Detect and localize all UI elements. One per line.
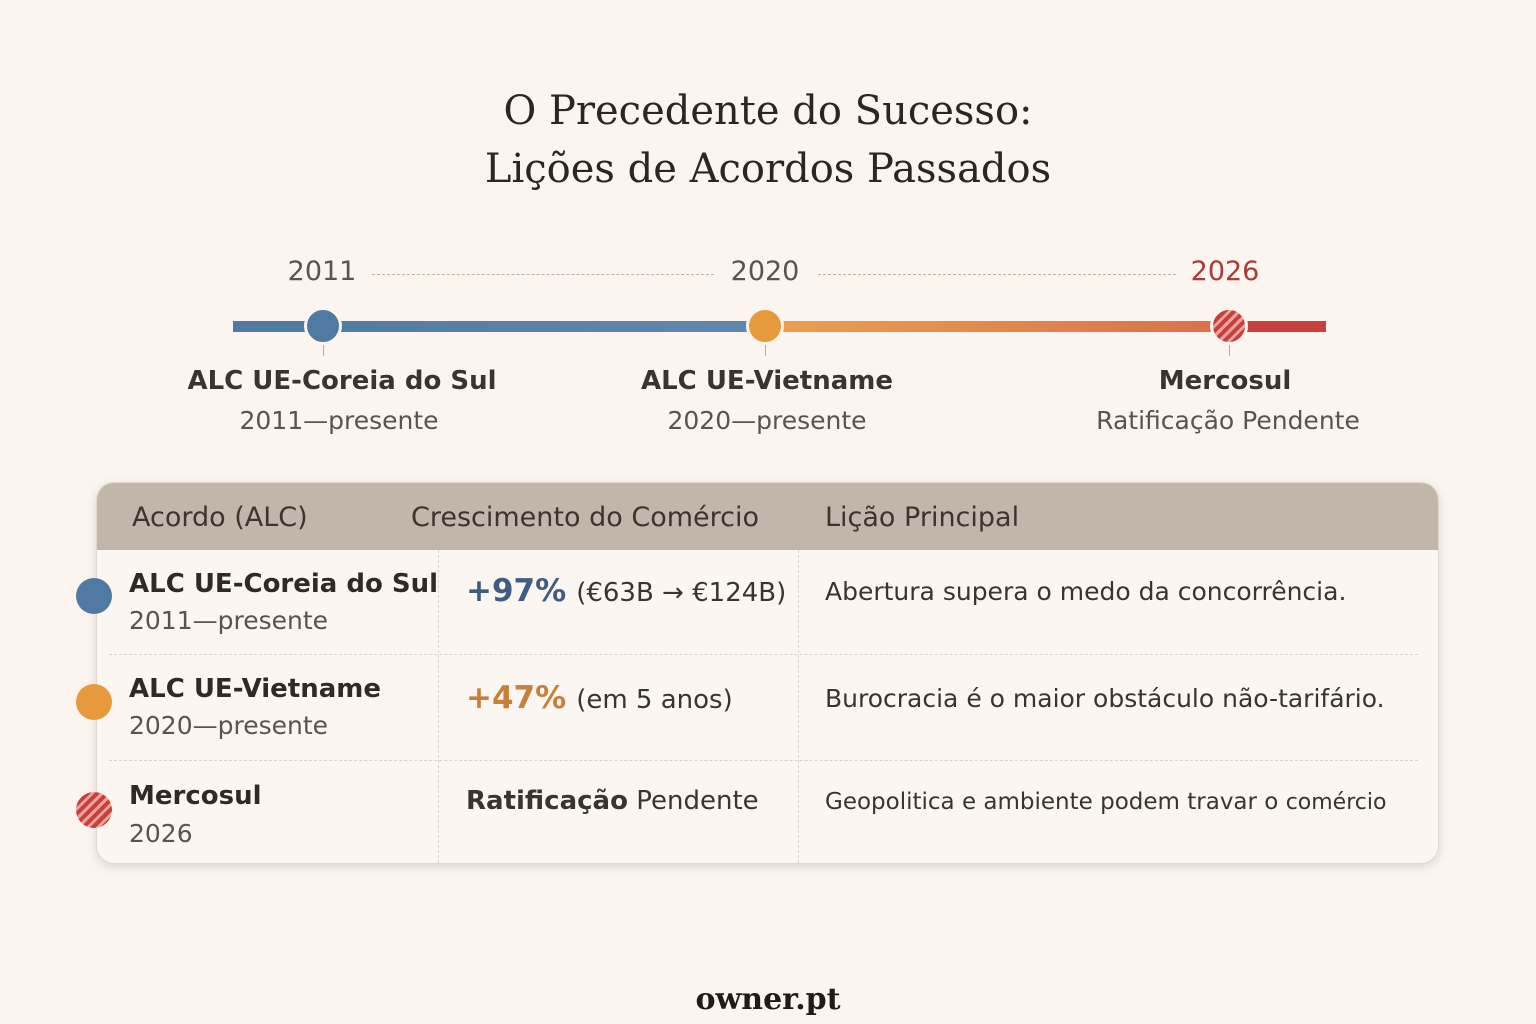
footer-logo: owner.pt (695, 982, 841, 1017)
row-period: 2020—presente (129, 711, 329, 740)
timeline-node-vietnam (746, 307, 784, 345)
row-growth (466, 786, 759, 816)
lesson-main: Geopolitica e ambiente podem travar o (825, 789, 1279, 815)
row-divider (109, 654, 1418, 655)
growth-percent: +97% (466, 573, 567, 609)
timeline-node-mercosul (1210, 307, 1248, 345)
row-period: 2026 (129, 819, 193, 848)
header-agreement: Acordo (ALC) (132, 502, 308, 533)
timeline-dash-1 (372, 274, 714, 275)
row-lesson: Abertura supera o medo da concorrência. (825, 577, 1347, 606)
comparison-table (96, 482, 1439, 864)
timeline-sub-korea: 2011—presente (239, 406, 439, 435)
growth-detail: (€63B → €124B) (576, 578, 787, 608)
row-growth (466, 680, 733, 716)
column-divider (798, 550, 799, 863)
row-name: ALC UE-Coreia do Sul (129, 569, 439, 599)
timeline-year-2026: 2026 (1190, 256, 1260, 287)
header-lesson: Lição Principal (825, 502, 1020, 533)
page-title (0, 82, 1536, 198)
timeline-year-2020: 2020 (730, 256, 800, 287)
row-lesson (825, 789, 1386, 815)
timeline-sub-vietnam: 2020—presente (667, 406, 867, 435)
row-marker-vietnam (76, 684, 112, 720)
timeline-tick (1229, 344, 1230, 356)
row-period: 2011—presente (129, 606, 329, 635)
header-growth: Crescimento do Comércio (411, 502, 759, 533)
row-marker-korea (76, 578, 112, 614)
growth-percent: +47% (466, 680, 567, 716)
timeline-label-mercosul: Mercosul (1158, 366, 1292, 396)
growth-status: Pendente (636, 786, 759, 816)
title-line-1: O Precedente do Sucesso: (503, 88, 1033, 134)
timeline-year-2011: 2011 (287, 256, 357, 287)
timeline-bar-orange (765, 321, 1230, 332)
row-name: ALC UE-Vietname (129, 674, 382, 704)
column-divider (438, 550, 439, 863)
row-name: Mercosul (129, 781, 262, 811)
growth-detail: (em 5 anos) (576, 685, 733, 715)
lesson-small: comércio (1285, 790, 1387, 815)
growth-status-bold: Ratificação (466, 786, 628, 816)
title-line-2: Lições de Acordos Passados (484, 146, 1052, 192)
timeline-dash-2 (818, 274, 1176, 275)
timeline-label-vietnam: ALC UE-Vietname (640, 366, 894, 396)
table-header (97, 483, 1438, 550)
timeline-tick (765, 344, 766, 356)
timeline-node-korea (304, 307, 342, 345)
row-divider (109, 760, 1418, 761)
row-lesson: Burocracia é o maior obstáculo não-tarifário. (825, 684, 1385, 713)
row-marker-mercosul (76, 792, 112, 828)
timeline-label-korea: ALC UE-Coreia do Sul (187, 366, 497, 396)
timeline-sub-mercosul: Ratificação Pendente (1096, 406, 1360, 435)
timeline-tick (323, 344, 324, 356)
row-growth (466, 573, 786, 609)
